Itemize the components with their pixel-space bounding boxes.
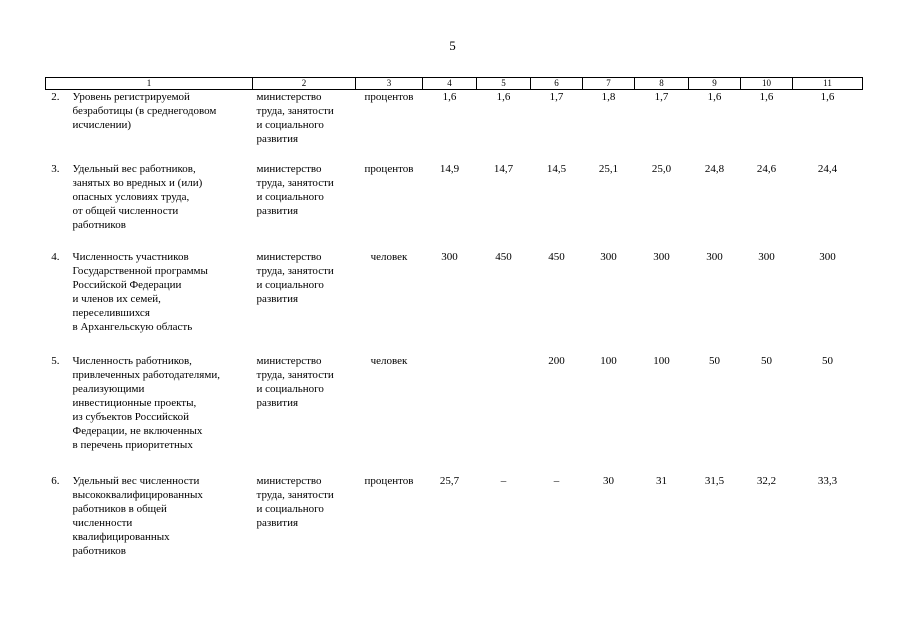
indicator-name-line: от общей численности (72, 204, 179, 217)
indicator-name-line: Федерации, не включенных (72, 424, 203, 437)
indicator-value: 31,5 (704, 474, 725, 487)
indicator-name-line: безработицы (в среднегодовом (72, 105, 217, 117)
indicator-value: 25,7 (439, 474, 460, 487)
column-number-row (46, 78, 863, 90)
indicator-value: 1,6 (442, 91, 457, 103)
organization-line: труда, занятости (256, 105, 334, 117)
indicator-value: 100 (653, 354, 670, 367)
indicator-value: 33,3 (817, 474, 838, 487)
indicator-name-line: переселившихся (72, 306, 150, 319)
indicators-table (45, 77, 863, 569)
indicator-value: 300 (819, 250, 836, 263)
indicator-value: 24,4 (817, 162, 838, 175)
organization-line: и социального (256, 382, 324, 395)
organization-line: министерство (256, 354, 322, 367)
indicator-name-line: численности (72, 516, 133, 529)
indicator-name-line: квалифицированных (72, 530, 170, 543)
column-header-8: 8 (635, 78, 689, 90)
indicator-value: 24,8 (704, 162, 725, 175)
indicator-name-line: опасных условиях труда, (72, 190, 190, 203)
indicator-name-line: Численность участников (72, 250, 189, 263)
indicator-name-line: работников (72, 218, 126, 231)
indicator-value: 300 (653, 250, 670, 263)
row-number: 4. (51, 250, 60, 263)
indicator-value: 25,1 (598, 162, 619, 175)
row-number: 6. (51, 474, 60, 487)
column-header-9: 9 (689, 78, 741, 90)
indicator-value: – (553, 474, 560, 487)
organization-line: и социального (256, 278, 324, 291)
responsible-organization (253, 250, 356, 354)
indicator-name-line: высококвалифицированных (72, 488, 203, 501)
indicator-name-line: работников в общей (72, 502, 167, 515)
indicator-value: 32,2 (756, 474, 777, 487)
indicator-name (70, 162, 253, 250)
organization-line: министерство (256, 474, 322, 487)
indicator-name-line: и членов их семей, (72, 292, 161, 305)
column-header-11: 11 (793, 78, 863, 90)
organization-line: министерство (256, 91, 322, 103)
indicator-name-line: в перечень приоритетных (72, 438, 193, 451)
indicator-value: 1,7 (549, 91, 564, 103)
indicator-name-line: в Архангельскую область (72, 320, 193, 333)
column-header-4: 4 (423, 78, 477, 90)
row-number: 2. (51, 91, 60, 103)
indicator-name-line: Российской Федерации (72, 278, 182, 291)
table-row (46, 162, 863, 250)
responsible-organization (253, 90, 356, 162)
indicator-name-line: работников (72, 544, 126, 557)
indicator-name-line: Удельный вес численности (72, 474, 200, 487)
organization-line: развития (256, 133, 299, 145)
responsible-organization (253, 354, 356, 474)
indicator-value: 300 (441, 250, 458, 263)
indicator-name (70, 250, 253, 354)
organization-line: и социального (256, 502, 324, 515)
column-header-5: 5 (477, 78, 531, 90)
organization-line: развития (256, 292, 299, 305)
indicator-value: 1,6 (496, 91, 511, 103)
indicator-value: 300 (758, 250, 775, 263)
indicator-name-line: Государственной программы (72, 264, 208, 277)
indicator-value: 200 (548, 354, 565, 367)
column-header-10: 10 (741, 78, 793, 90)
row-number: 3. (51, 162, 60, 175)
indicator-value (423, 354, 477, 474)
indicator-value: 300 (706, 250, 723, 263)
organization-line: и социального (256, 119, 324, 131)
organization-line: и социального (256, 190, 324, 203)
indicator-name-line: инвестиционные проекты, (72, 396, 197, 409)
indicator-value: 14,7 (493, 162, 514, 175)
column-header-7: 7 (583, 78, 635, 90)
indicator-name-line: занятых во вредных и (или) (72, 176, 203, 189)
unit-of-measure: человек (370, 354, 408, 367)
organization-line: труда, занятости (256, 264, 334, 277)
organization-line: развития (256, 516, 299, 529)
indicator-name-line: Численность работников, (72, 354, 192, 367)
indicator-name-line: реализующими (72, 382, 145, 395)
table-row (46, 90, 863, 162)
indicator-value: 14,5 (546, 162, 567, 175)
table-row (46, 354, 863, 474)
indicator-value: 100 (600, 354, 617, 367)
indicator-name (70, 474, 253, 569)
indicator-value: – (500, 474, 507, 487)
indicator-name (70, 354, 253, 474)
indicator-value (477, 354, 531, 474)
indicator-value: 1,6 (707, 91, 722, 103)
indicator-value: 300 (600, 250, 617, 263)
indicator-value: 50 (822, 354, 833, 367)
unit-of-measure: процентов (364, 91, 414, 103)
unit-of-measure: процентов (364, 474, 414, 487)
indicator-name-line: исчислении) (72, 119, 132, 131)
indicator-value: 14,9 (439, 162, 460, 175)
organization-line: министерство (256, 250, 322, 263)
organization-line: развития (256, 396, 299, 409)
unit-of-measure: процентов (364, 162, 414, 175)
organization-line: труда, занятости (256, 368, 334, 381)
organization-line: труда, занятости (256, 176, 334, 189)
organization-line: труда, занятости (256, 488, 334, 501)
indicator-name-line: Уровень регистрируемой (72, 91, 190, 103)
table-row (46, 474, 863, 569)
indicator-value: 450 (495, 250, 512, 263)
column-header-3: 3 (356, 78, 423, 90)
page-number: 5 (449, 38, 456, 53)
row-number: 5. (51, 354, 60, 367)
indicator-value: 450 (548, 250, 565, 263)
indicator-value: 1,7 (654, 91, 669, 103)
indicator-name-line: из субъектов Российской (72, 410, 189, 423)
indicator-name-line: привлеченных работодателями, (72, 368, 220, 381)
indicator-value: 1,8 (601, 91, 616, 103)
indicator-value: 1,6 (759, 91, 774, 103)
responsible-organization (253, 162, 356, 250)
indicator-name (70, 90, 253, 162)
indicator-value: 31 (656, 474, 667, 487)
indicator-value: 25,0 (651, 162, 672, 175)
unit-of-measure: человек (370, 250, 408, 263)
indicator-value: 24,6 (756, 162, 777, 175)
responsible-organization (253, 474, 356, 569)
indicator-value: 1,6 (820, 91, 835, 103)
organization-line: министерство (256, 162, 322, 175)
column-header-2: 2 (253, 78, 356, 90)
organization-line: развития (256, 204, 299, 217)
column-header-1: 1 (46, 78, 253, 90)
table-row (46, 250, 863, 354)
indicator-name-line: Удельный вес работников, (72, 162, 196, 175)
column-header-6: 6 (531, 78, 583, 90)
indicator-value: 50 (761, 354, 772, 367)
indicator-value: 30 (603, 474, 614, 487)
indicator-value: 50 (709, 354, 720, 367)
